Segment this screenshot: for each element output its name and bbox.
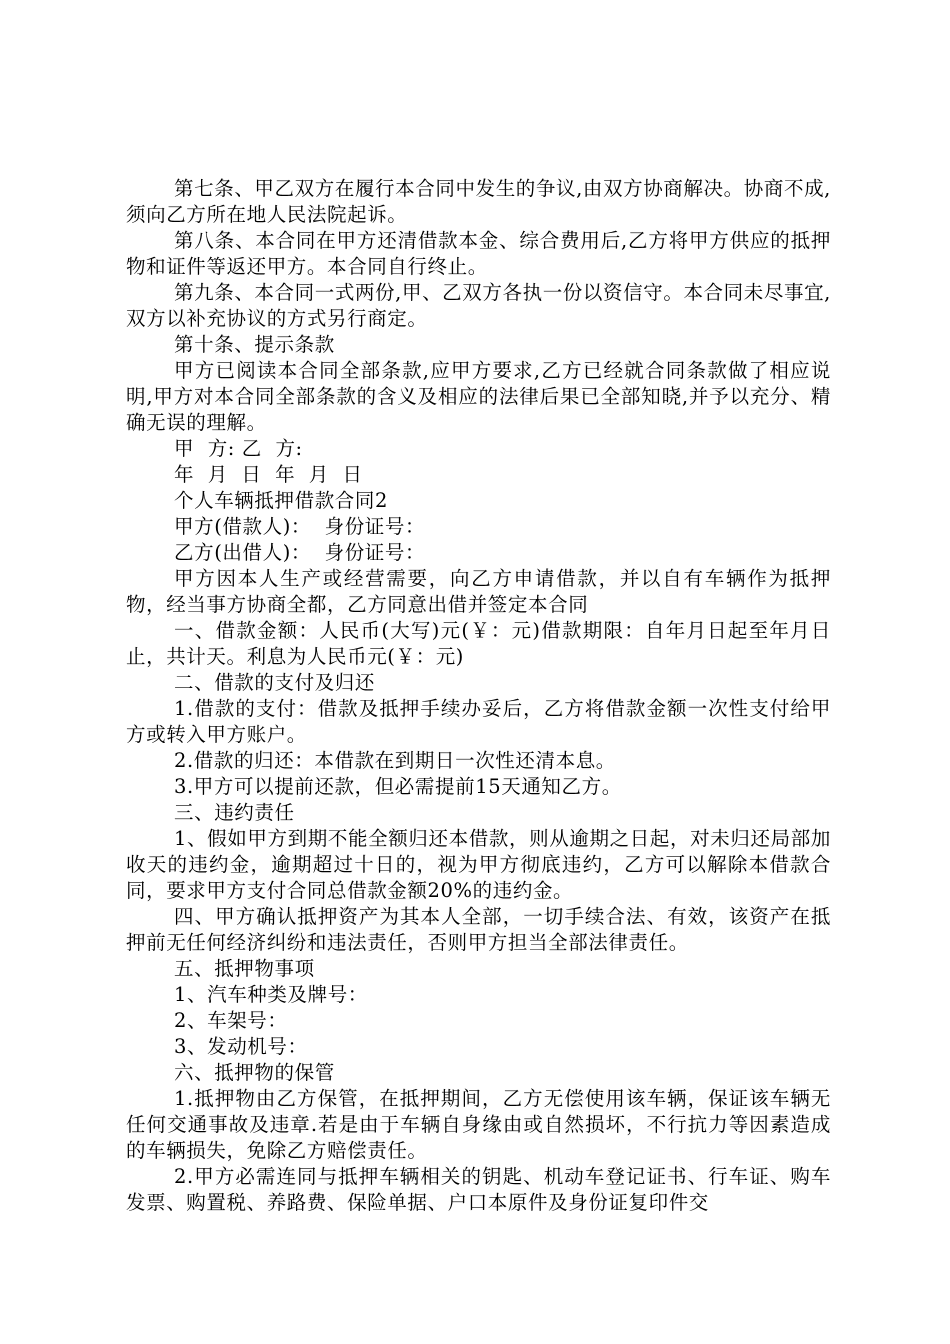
section-two-heading: 二、借款的支付及归还 bbox=[174, 671, 376, 694]
contract-title: 个人车辆抵押借款合同2 bbox=[174, 489, 389, 512]
section-five-item-2: 2、车架号： bbox=[174, 1009, 288, 1032]
clause-seven: 第七条、甲乙双方在履行本合同中发生的争议,由双方协商解决。协商不成,须向乙方所在地人民法院起诉。 bbox=[126, 177, 831, 226]
section-six-item-1: 1.抵押物由乙方保管，在抵押期间，乙方无偿使用该车辆，保证该车辆无任何交通事故及违章.若是由于车辆自身缘由或自然损坏，不行抗力等因素造成的车辆损失，免除乙方赔偿责任。 bbox=[126, 1087, 831, 1162]
party-a-line: 甲方(借款人)： 身份证号： bbox=[174, 515, 426, 538]
document-body bbox=[126, 176, 831, 1216]
signature-dates: 年 月 日 年 月 日 bbox=[174, 463, 363, 486]
section-five-heading: 五、抵押物事项 bbox=[174, 957, 315, 980]
clause-nine: 第九条、本合同一式两份,甲、乙双方各执一份以资信守。本合同未尽事宜,双方以补充协议的方式另行商定。 bbox=[126, 281, 831, 330]
section-three-item-1: 1、假如甲方到期不能全额归还本借款，则从逾期之日起，对未归还局部加收天的违约金，逾期超过十日的，视为甲方彻底违约，乙方可以解除本借款合同，要求甲方支付合同总借款金额20%的违约金。 bbox=[126, 827, 831, 902]
section-four: 四、甲方确认抵押资产为其本人全部，一切手续合法、有效，该资产在抵押前无任何经济纠纷和违法责任，否则甲方担当全部法律责任。 bbox=[126, 905, 831, 954]
section-five-item-3: 3、发动机号： bbox=[174, 1035, 308, 1058]
section-two-item-3: 3.甲方可以提前还款，但必需提前15天通知乙方。 bbox=[174, 775, 622, 798]
clause-ten-text: 甲方已阅读本合同全部条款,应甲方要求,乙方已经就合同条款做了相应说明,甲方对本合同全部条款的含义及相应的法律后果已全部知晓,并予以充分、精确无误的理解。 bbox=[126, 359, 831, 434]
section-six-item-2: 2.甲方必需连同与抵押车辆相关的钥匙、机动车登记证书、行车证、购车发票、购置税、养路费、保险单据、户口本原件及身份证复印件交 bbox=[126, 1165, 831, 1214]
section-five-item-1: 1、汽车种类及牌号： bbox=[174, 983, 368, 1006]
party-b-line: 乙方(出借人)： 身份证号： bbox=[174, 541, 426, 564]
section-two-item-2: 2.借款的归还：本借款在到期日一次性还清本息。 bbox=[174, 749, 616, 772]
section-six-heading: 六、抵押物的保管 bbox=[174, 1061, 335, 1084]
clause-ten-heading: 第十条、提示条款 bbox=[174, 333, 335, 356]
clause-eight: 第八条、本合同在甲方还清借款本金、综合费用后,乙方将甲方供应的抵押物和证件等返还甲方。本合同自行终止。 bbox=[126, 229, 831, 278]
signature-parties: 甲 方: 乙 方: bbox=[174, 437, 303, 460]
section-one-amount: 一、借款金额：人民币(大写)元(￥：元)借款期限：自年月日起至年月日止，共计天。利息为人民币元(￥：元) bbox=[126, 619, 831, 668]
section-three-heading: 三、违约责任 bbox=[174, 801, 295, 824]
section-two-item-1: 1.借款的支付：借款及抵押手续办妥后，乙方将借款金额一次性支付给甲方或转入甲方账户。 bbox=[126, 697, 831, 746]
preamble: 甲方因本人生产或经营需要，向乙方申请借款，并以自有车辆作为抵押物，经当事方协商全都，乙方同意出借并签定本合同 bbox=[126, 567, 831, 616]
